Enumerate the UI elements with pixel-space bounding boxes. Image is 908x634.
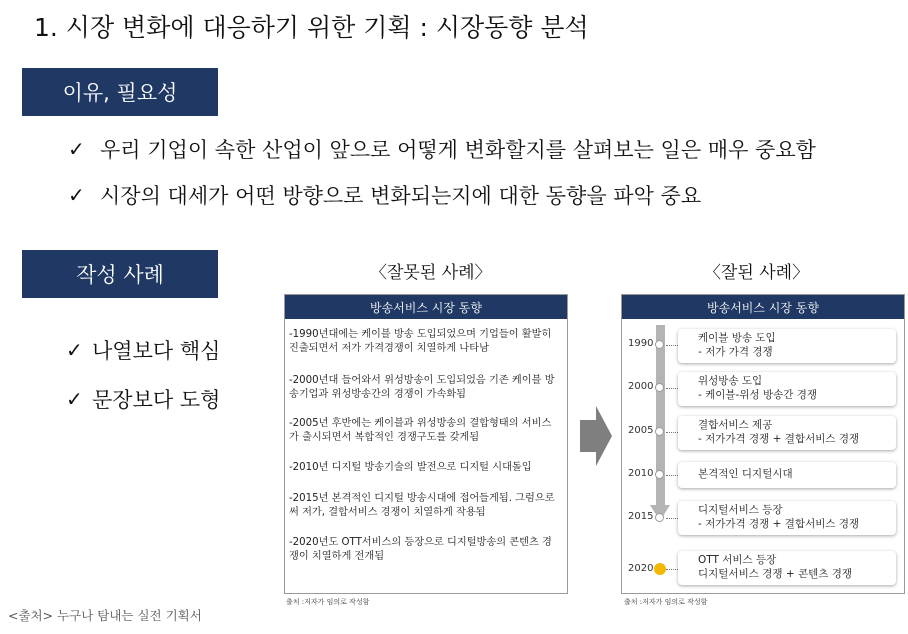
good-example-panel — [621, 294, 905, 594]
timeline-card-title: 케이블 방송 도입 — [698, 332, 776, 344]
timeline-dot — [655, 470, 664, 479]
page-title: 1. 시장 변화에 대응하기 위한 기획 : 시장동향 분석 — [34, 13, 589, 42]
good-example-caption: 〈잘된 사례〉 — [704, 263, 810, 283]
bad-example-item: -2000년대 들어와서 위성방송이 도입되었음 기존 케이블 방송기업과 위성방송간의 경쟁이 가속화됨 — [289, 375, 555, 400]
check-icon: ✓ — [66, 338, 83, 362]
timeline-card — [678, 372, 896, 406]
check-icon: ✓ — [66, 387, 83, 411]
timeline-card — [678, 501, 896, 535]
bad-example-header: 방송서비스 시장 동향 — [285, 295, 567, 319]
bad-example-item: -2015년 본격적인 디지털 방송시대에 접어들게됨. 그럼으로써 저가, 결합서비스 경쟁이 치열하게 작용됨 — [289, 493, 555, 518]
timeline-card-title: 디지털서비스 등장 — [698, 504, 783, 516]
timeline-card — [678, 329, 896, 363]
timeline-dot — [655, 513, 664, 522]
timeline-year: 2000 — [628, 381, 654, 392]
reason-check-1 — [68, 134, 816, 164]
bad-example-source: 출처 :저자가 임의로 작성함 — [286, 598, 370, 606]
reason-check-1-text: 우리 기업이 속한 산업이 앞으로 어떻게 변화할지를 살펴보는 일은 매우 중요함 — [100, 138, 816, 162]
good-example-source: 출처 :저자가 임의로 작성함 — [624, 598, 708, 606]
timeline-card-detail: - 케이블-위성 방송간 경쟁 — [698, 389, 818, 401]
example-check-2-text: 문장보다 도형 — [92, 388, 221, 412]
timeline-dot — [655, 427, 664, 436]
timeline-dot-current — [654, 563, 666, 575]
example-check-2 — [66, 384, 220, 414]
timeline-year: 2015 — [628, 511, 654, 522]
reason-check-2-text: 시장의 대세가 어떤 방향으로 변화되는지에 대한 동향을 파악 중요 — [100, 184, 702, 208]
timeline-card-title: 본격적인 디지털시대 — [698, 468, 793, 480]
timeline-card — [678, 462, 896, 488]
right-arrow-icon — [580, 406, 612, 466]
timeline-year: 2010 — [628, 468, 654, 479]
reason-check-2 — [68, 180, 701, 210]
timeline-card — [678, 551, 896, 585]
timeline-year: 2020 — [628, 563, 654, 574]
timeline-card-title: 결합서비스 제공 — [698, 419, 773, 431]
timeline-year: 2005 — [628, 425, 654, 436]
bad-example-item: -2010년 디지털 방송기술의 발전으로 디지털 시대돌입 — [289, 462, 532, 473]
timeline-year: 1990 — [628, 338, 654, 349]
timeline-card-title: OTT 서비스 등장 — [698, 554, 777, 566]
timeline-card — [678, 416, 896, 450]
timeline-dot — [655, 340, 664, 349]
bad-example-caption: 〈잘못된 사례〉 — [370, 263, 492, 283]
good-example-header: 방송서비스 시장 동향 — [622, 295, 904, 319]
footer-source: <출처> 누구나 탐내는 실전 기획서 — [8, 608, 202, 623]
example-check-1 — [66, 335, 220, 365]
bad-example-item: -2020년도 OTT서비스의 등장으로 디지털방송의 콘텐츠 경쟁이 치열하게 전개됨 — [289, 537, 552, 562]
timeline-card-detail: - 저가 가격 경쟁 — [698, 346, 773, 358]
timeline-card-detail: 디지털서비스 경쟁 + 콘텐츠 경쟁 — [698, 568, 853, 580]
timeline-card-detail: - 저가가격 경쟁 + 결합서비스 경쟁 — [698, 433, 860, 445]
timeline-card-detail: - 저가가격 경쟁 + 결합서비스 경쟁 — [698, 518, 860, 530]
check-icon: ✓ — [68, 183, 85, 207]
check-icon: ✓ — [68, 137, 85, 161]
bad-example-item: -1990년대에는 케이블 방송 도입되었으며 기업들이 활발히 진출되면서 저가 가격경쟁이 치열하게 나타남 — [289, 329, 552, 354]
reason-section-label: 이유, 필요성 — [22, 68, 218, 116]
bad-example-item: -2005년 후반에는 케이블과 위성방송의 결합형태의 서비스가 출시되면서 복합적인 경쟁구도를 갖게됨 — [289, 418, 552, 443]
bad-example-panel — [284, 294, 568, 594]
example-section-label: 작성 사례 — [22, 250, 218, 298]
example-check-1-text: 나열보다 핵심 — [92, 339, 221, 363]
timeline-dot — [655, 383, 664, 392]
timeline-card-title: 위성방송 도입 — [698, 375, 763, 387]
timeline — [622, 295, 904, 593]
